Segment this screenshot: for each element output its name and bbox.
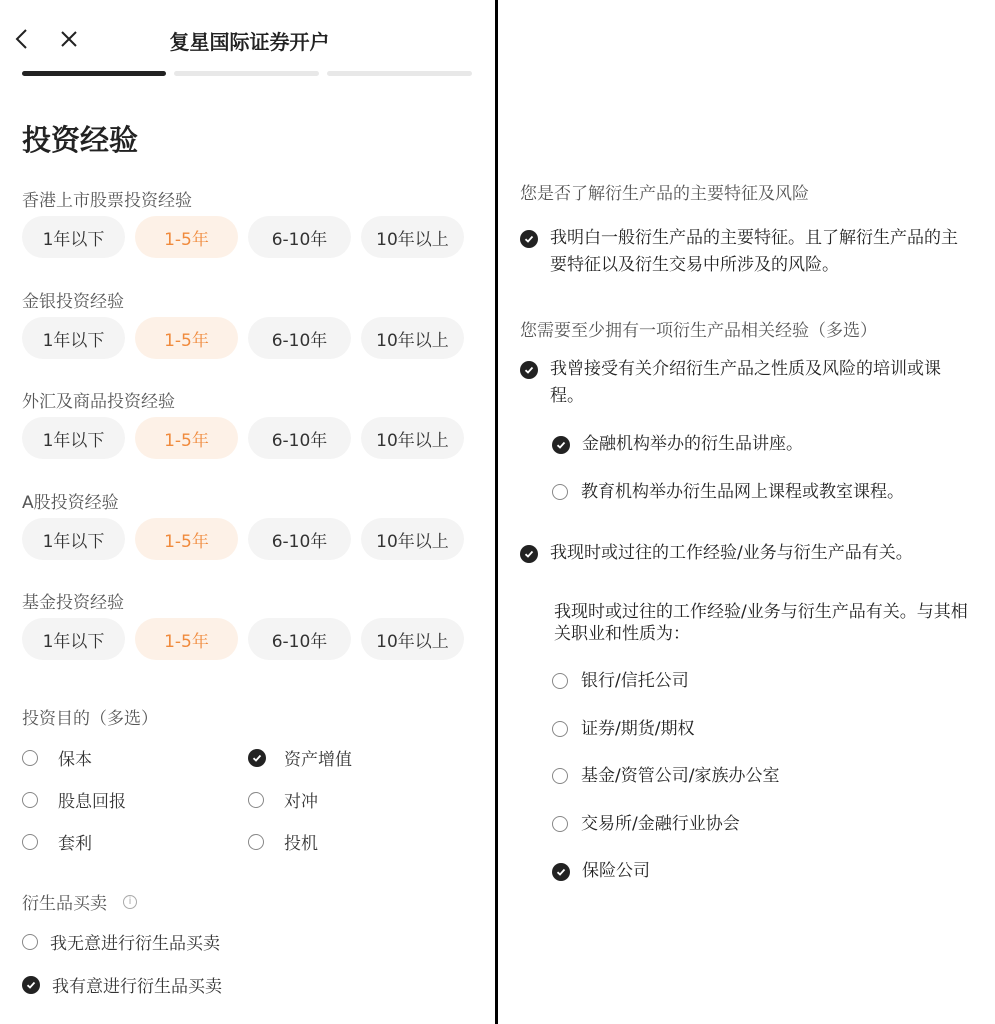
option-chip[interactable]: 10年以上 <box>361 518 464 560</box>
work-sub-option-label: 保险公司 <box>582 861 650 881</box>
question-label: 您是否了解衍生产品的主要特征及风险 <box>520 184 809 204</box>
option-chip[interactable]: 10年以上 <box>361 417 464 459</box>
question-label: 您需要至少拥有一项衍生产品相关经验（多选） <box>520 321 877 341</box>
info-icon[interactable]: i <box>123 895 137 909</box>
radio-unchecked-icon <box>22 934 38 950</box>
purpose-option-label: 保本 <box>58 750 92 770</box>
knowledge-option[interactable] <box>520 225 972 279</box>
radio-unchecked-icon <box>22 792 38 808</box>
option-chip[interactable]: 1年以下 <box>22 618 125 660</box>
page-title: 复星国际证券开户 <box>169 30 330 54</box>
derivatives-option[interactable] <box>22 929 220 954</box>
knowledge-option-label: 我明白一般衍生产品的主要特征。且了解衍生产品的主要特征以及衍生交易中所涉及的风险。 <box>550 228 958 275</box>
option-chip[interactable]: 6-10年 <box>248 317 351 359</box>
option-chip-selected[interactable]: 1-5年 <box>135 216 238 258</box>
question-label: A股投资经验 <box>22 493 119 513</box>
work-sub-option-label: 证券/期货/期权 <box>581 719 695 739</box>
option-group <box>22 618 464 660</box>
work-sub-option[interactable] <box>552 763 779 790</box>
work-sub-option-label: 银行/信托公司 <box>581 671 689 691</box>
purpose-option[interactable] <box>22 787 126 812</box>
purpose-label: 投资目的（多选） <box>22 709 158 729</box>
option-chip-selected[interactable]: 1-5年 <box>135 618 238 660</box>
check-circle-icon <box>552 863 570 881</box>
work-sub-option[interactable] <box>552 716 694 743</box>
radio-unchecked-icon <box>552 768 568 784</box>
radio-unchecked-icon <box>552 816 568 832</box>
check-circle-icon <box>248 749 266 767</box>
option-chip[interactable]: 1年以下 <box>22 216 125 258</box>
work-sub-option-label: 交易所/金融行业协会 <box>581 814 740 834</box>
option-chip[interactable]: 6-10年 <box>248 216 351 258</box>
purpose-option-label: 投机 <box>284 834 318 854</box>
left-panel <box>0 0 495 1024</box>
option-chip[interactable]: 10年以上 <box>361 216 464 258</box>
radio-unchecked-icon <box>552 484 568 500</box>
purpose-option[interactable] <box>22 745 92 770</box>
purpose-option[interactable] <box>22 829 92 854</box>
radio-unchecked-icon <box>552 721 568 737</box>
check-circle-icon <box>22 976 40 994</box>
section-title: 投资经验 <box>22 123 139 157</box>
option-chip[interactable]: 10年以上 <box>361 618 464 660</box>
progress-step-1 <box>22 71 166 76</box>
option-chip[interactable]: 1年以下 <box>22 317 125 359</box>
option-group <box>22 216 464 258</box>
option-chip[interactable]: 6-10年 <box>248 518 351 560</box>
option-chip-selected[interactable]: 1-5年 <box>135 518 238 560</box>
experience-option-training[interactable] <box>520 356 972 410</box>
derivatives-option-label: 我有意进行衍生品买卖 <box>52 977 222 997</box>
work-sub-option[interactable] <box>552 858 650 885</box>
check-circle-icon <box>520 361 538 379</box>
option-group <box>22 518 464 560</box>
option-group <box>22 417 464 459</box>
purpose-option[interactable] <box>248 787 318 812</box>
work-description: 我现时或过往的工作经验/业务与衍生产品有关。与其相关职业和性质为： <box>554 602 968 644</box>
derivatives-option-label: 我无意进行衍生品买卖 <box>50 934 220 954</box>
option-chip[interactable]: 10年以上 <box>361 317 464 359</box>
derivatives-label-row <box>22 889 137 914</box>
progress-step-2 <box>174 71 319 76</box>
option-chip-selected[interactable]: 1-5年 <box>135 317 238 359</box>
purpose-option-label: 对冲 <box>284 792 318 812</box>
question-label: 金银投资经验 <box>22 292 124 312</box>
purpose-option[interactable] <box>248 745 352 770</box>
option-chip[interactable]: 1年以下 <box>22 518 125 560</box>
option-chip[interactable]: 6-10年 <box>248 417 351 459</box>
question-label: 基金投资经验 <box>22 593 124 613</box>
radio-unchecked-icon <box>248 834 264 850</box>
radio-unchecked-icon <box>248 792 264 808</box>
purpose-option-label: 资产增值 <box>284 750 352 770</box>
training-sub-option[interactable] <box>552 479 904 506</box>
progress-step-3 <box>327 71 472 76</box>
check-circle-icon <box>520 545 538 563</box>
right-panel <box>498 0 995 1024</box>
derivatives-label: 衍生品买卖 <box>22 894 107 914</box>
training-sub-option[interactable] <box>552 431 803 458</box>
experience-option-label: 我曾接受有关介绍衍生产品之性质及风险的培训或课程。 <box>550 359 941 406</box>
training-sub-option-label: 金融机构举办的衍生品讲座。 <box>582 434 803 454</box>
check-circle-icon <box>520 230 538 248</box>
work-sub-option[interactable] <box>552 811 740 838</box>
experience-option-label: 我现时或过往的工作经验/业务与衍生产品有关。 <box>550 543 913 563</box>
purpose-option-label: 套利 <box>58 834 92 854</box>
check-circle-icon <box>552 436 570 454</box>
question-label: 香港上市股票投资经验 <box>22 191 192 211</box>
radio-unchecked-icon <box>22 834 38 850</box>
training-sub-option-label: 教育机构举办衍生品网上课程或教室课程。 <box>581 482 904 502</box>
option-chip[interactable]: 1年以下 <box>22 417 125 459</box>
option-chip-selected[interactable]: 1-5年 <box>135 417 238 459</box>
work-sub-option-label: 基金/资管公司/家族办公室 <box>581 766 780 786</box>
work-sub-option[interactable] <box>552 668 689 695</box>
experience-option-work[interactable] <box>520 540 972 567</box>
question-label: 外汇及商品投资经验 <box>22 392 175 412</box>
option-group <box>22 317 464 359</box>
purpose-option-label: 股息回报 <box>58 792 126 812</box>
derivatives-option[interactable] <box>22 972 222 997</box>
radio-unchecked-icon <box>552 673 568 689</box>
option-chip[interactable]: 6-10年 <box>248 618 351 660</box>
purpose-option[interactable] <box>248 829 318 854</box>
radio-unchecked-icon <box>22 750 38 766</box>
